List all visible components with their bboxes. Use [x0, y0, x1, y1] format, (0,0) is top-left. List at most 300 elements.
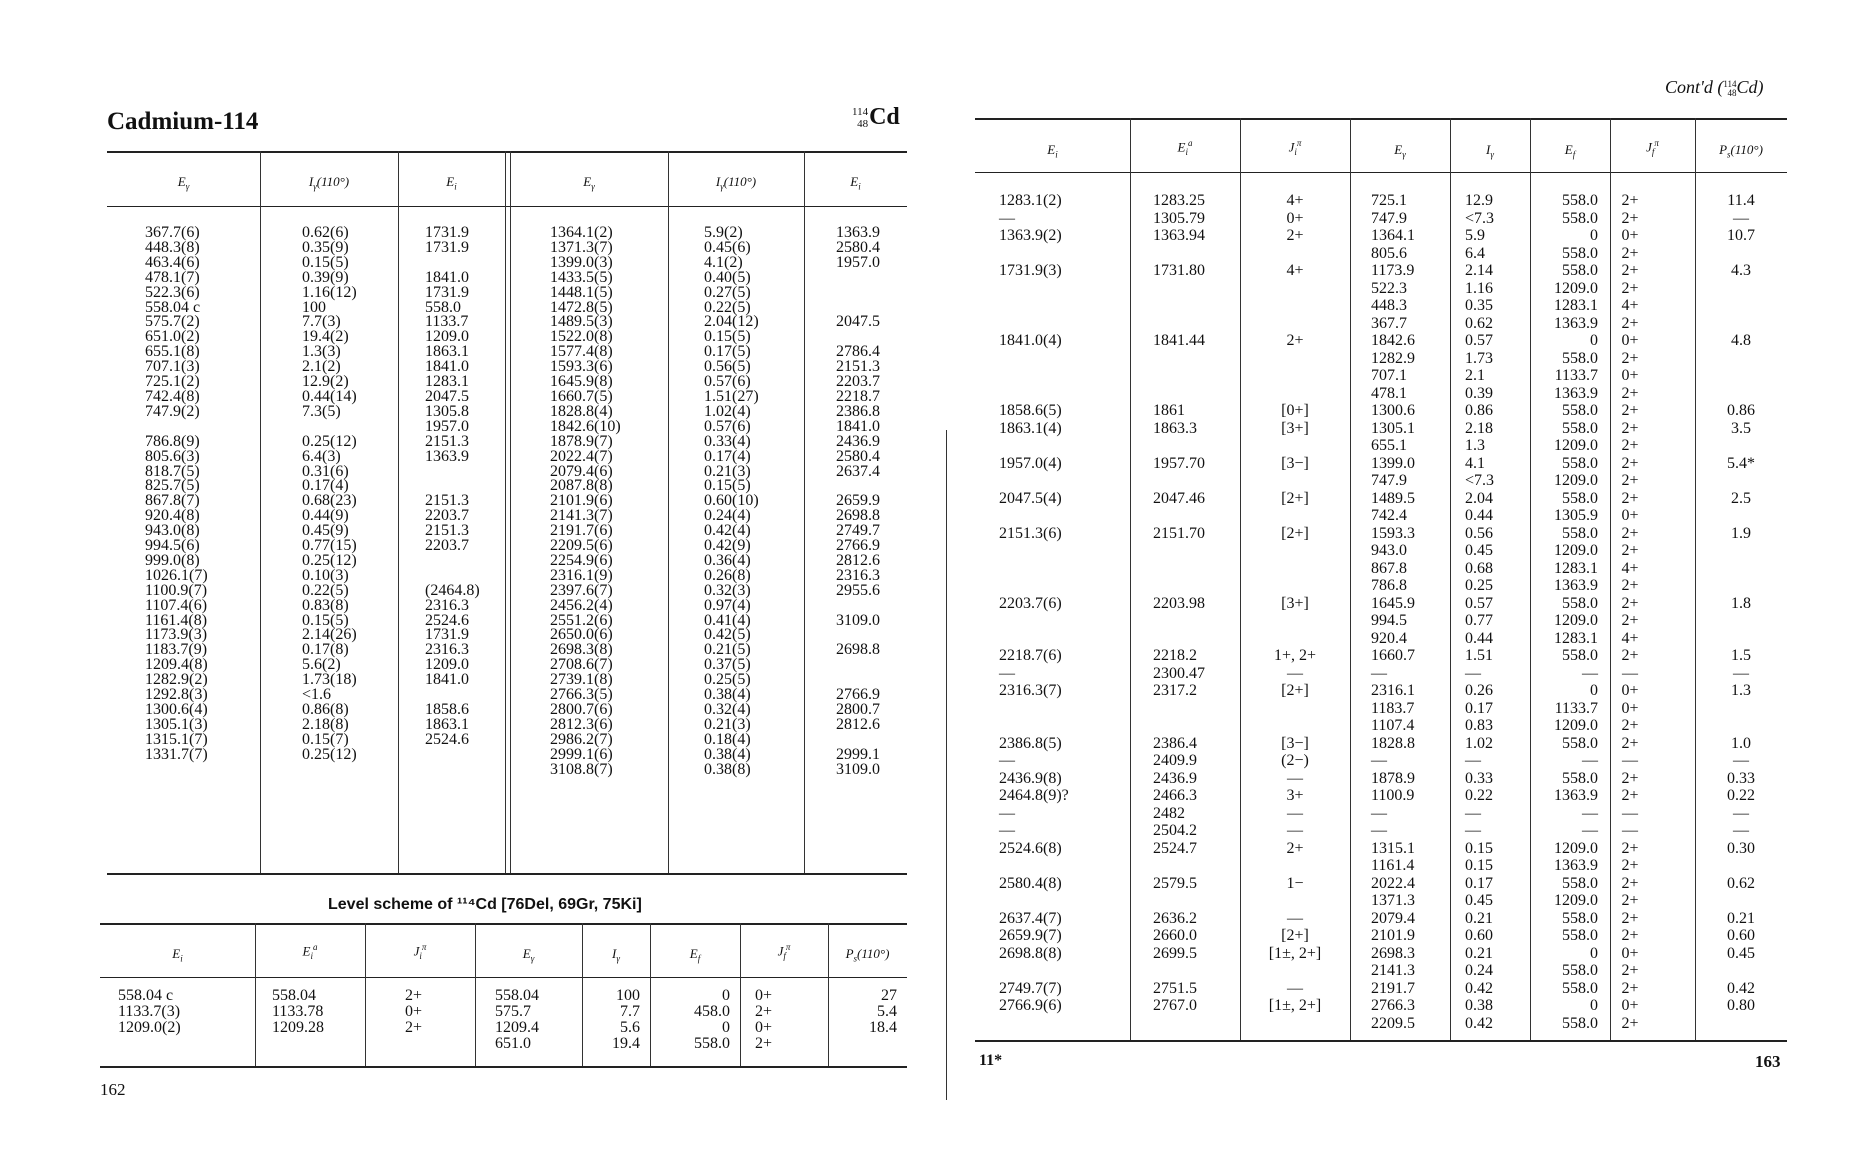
table-cell: [3+] — [1281, 594, 1309, 612]
table-cell: 2+ — [755, 1035, 773, 1052]
level-header-ef: $E_f$ — [689, 946, 701, 964]
table-cell: 2464.8(9)? — [999, 787, 1069, 804]
table-cell: 2698.8 — [836, 507, 880, 525]
header-jf: $J_f^\pi$ — [1646, 138, 1659, 157]
table-cell: 3108.8(7) — [550, 760, 613, 778]
table-cell: 2+ — [1621, 892, 1639, 909]
table-cell: 1841.44 — [1153, 332, 1205, 349]
table-cell: 0.83 — [1465, 717, 1493, 734]
level-header-ji: $J_i^\pi$ — [413, 942, 427, 961]
table-cell: 1593.3 — [1371, 524, 1415, 542]
ps-column — [1695, 192, 1787, 1032]
table-cell: 0.21 — [1465, 909, 1493, 927]
table-cell: 0.21 — [1727, 909, 1755, 927]
table-cell — [999, 315, 1069, 333]
table-cell: 0.22(5) — [302, 581, 349, 599]
table-cell: 0.15(5) — [704, 328, 751, 346]
table-cell: 2800.7 — [836, 701, 880, 718]
table-cell: 2151.3 — [425, 492, 469, 510]
table-cell: 1841.0 — [425, 358, 469, 376]
table-cell: 1731.9 — [425, 238, 469, 256]
table-cell: 2409.9 — [1153, 752, 1197, 769]
table-header-rule — [975, 172, 1787, 173]
table-cell — [999, 857, 1069, 875]
table-cell — [1240, 717, 1350, 735]
table-cell: 1645.9(8) — [550, 373, 613, 391]
table-cell: 575.7 — [495, 1003, 531, 1020]
table-cell — [999, 542, 1069, 560]
table-cell — [1695, 700, 1787, 718]
table-cell — [836, 286, 880, 301]
table-cell: 0.17(4) — [704, 447, 751, 465]
table-cell: 0.30 — [1727, 839, 1755, 857]
table-cell: — — [999, 209, 1015, 227]
table-cell: 2800.7(6) — [550, 701, 613, 718]
table-cell: 558.0 — [1562, 489, 1598, 507]
table-cell: 1841.0 — [425, 671, 469, 689]
table-cell: 2+ — [1621, 787, 1639, 804]
table-cell: 825.7(5) — [145, 477, 200, 495]
table-cell: 2+ — [1621, 542, 1639, 559]
table-cell — [1153, 437, 1205, 455]
table-cell: 1863.1 — [425, 343, 469, 361]
table-cell: 2580.4 — [836, 238, 880, 256]
table-cell — [1240, 280, 1350, 298]
table-cell: 2766.9(6) — [999, 997, 1062, 1014]
table-cell: 1209.0 — [1554, 612, 1598, 629]
table-cell: 1173.9 — [1371, 262, 1415, 279]
table-cell — [425, 554, 480, 569]
table-cell: 2+ — [1621, 209, 1639, 227]
table-cell: 1133.7 — [425, 313, 469, 331]
table-cell: 2+ — [1621, 489, 1639, 507]
table-cell: 0.22 — [1465, 787, 1493, 804]
table-cell: 5.9(2) — [704, 224, 743, 241]
table-cell: 0.60(10) — [704, 492, 759, 510]
table-cell: 1878.9 — [1371, 769, 1415, 787]
table-cell: 747.9 — [1371, 209, 1407, 227]
table-cell: 0.32(3) — [704, 581, 751, 599]
table-cell: 2698.8 — [836, 641, 880, 659]
table-cell: 1315.1(7) — [145, 730, 208, 748]
table-cell: 4.8 — [1731, 332, 1751, 349]
table-cell: 0.56 — [1465, 524, 1493, 542]
table-cell — [1240, 507, 1350, 525]
table-cell: — — [1371, 822, 1387, 839]
table-cell: 2580.4 — [836, 447, 880, 465]
table-cell: — — [1287, 769, 1303, 787]
table-cell — [1695, 507, 1787, 525]
table-cell — [1240, 472, 1350, 490]
table-cell: — — [1287, 979, 1303, 997]
table-cell: 1.8 — [1731, 594, 1751, 612]
table-cell: 1209.0(2) — [118, 1019, 181, 1036]
table-cell: 0.35(9) — [302, 238, 349, 256]
table-cell: 558.04 — [272, 987, 316, 1004]
table-cell: 1522.0(8) — [550, 328, 613, 346]
table-cell — [1695, 630, 1787, 648]
table-cell: 2022.4(7) — [550, 447, 613, 465]
table-cell: (2464.8) — [425, 581, 480, 599]
table-cell — [1695, 542, 1787, 560]
table-cell: 0.86 — [1465, 402, 1493, 419]
table-cell — [1153, 245, 1205, 263]
table-cell: 0+ — [1621, 944, 1639, 962]
table-cell: 0.36(4) — [704, 551, 751, 569]
table-cell: 0.62 — [1727, 874, 1755, 892]
table-cell — [1695, 560, 1787, 578]
table-cell: 0.26(8) — [704, 566, 751, 584]
table-cell: 5.6 — [620, 1019, 640, 1036]
table-cell: 0.44 — [1465, 629, 1493, 647]
header-ji: $J_i^\pi$ — [1288, 138, 1302, 157]
table-cell: 2.1(2) — [302, 358, 341, 376]
table-cell — [1153, 577, 1205, 595]
table-cell: — — [1582, 804, 1598, 822]
table-cell: 0+ — [1621, 367, 1639, 384]
table-cell: — — [1733, 822, 1749, 839]
table-cell: 2659.9(7) — [999, 927, 1062, 944]
table-cell: 707.1(3) — [145, 358, 200, 376]
table-cell: 2151.70 — [1153, 524, 1205, 542]
table-cell: 0.45(6) — [704, 238, 751, 256]
table-cell: 2+ — [1621, 979, 1639, 997]
table-cell: 6.4 — [1465, 244, 1485, 262]
table-cell: 2766.9 — [836, 686, 880, 704]
table-cell: 1861 — [1153, 402, 1185, 419]
table-cell: 2.04(12) — [704, 313, 759, 331]
table-cell: 805.6 — [1371, 244, 1407, 262]
table-cell: 742.4 — [1371, 507, 1407, 524]
table-cell: 7.7(3) — [302, 313, 341, 331]
table-cell: 448.3 — [1371, 297, 1407, 314]
table-cell: 2+ — [1621, 454, 1639, 472]
table-cell — [1153, 700, 1205, 718]
table-cell: 0.24(4) — [704, 507, 751, 525]
gamma-intensity-column — [704, 226, 759, 778]
table-cell: 2+ — [1621, 594, 1639, 612]
table-cell: 651.0 — [495, 1035, 531, 1052]
table-cell — [1695, 367, 1787, 385]
table-cell — [1695, 472, 1787, 490]
table-cell: 1363.9 — [1554, 857, 1598, 874]
table-cell: 522.3(6) — [145, 283, 200, 301]
table-cell: 558.0 — [1562, 909, 1598, 927]
table-cell: — — [1465, 804, 1481, 822]
table-cell: 0.18(4) — [704, 730, 751, 748]
table-cell: 558.0 — [694, 1035, 730, 1052]
table-cell: 2708.6(7) — [550, 656, 613, 674]
table-cell: 2+ — [1621, 1014, 1639, 1032]
table-cell — [1153, 1015, 1205, 1033]
table-cell: 2812.3(6) — [550, 715, 613, 733]
table-cell: 1300.6 — [1371, 402, 1415, 419]
table-cell: 0.27(5) — [704, 283, 751, 301]
table-cell: 5.4* — [1727, 454, 1755, 472]
table-cell: 558.0 — [1562, 1014, 1598, 1032]
table-cell: 2504.2 — [1153, 822, 1197, 839]
table-cell: 558.0 — [1562, 769, 1598, 787]
table-cell: 1363.9 — [1554, 787, 1598, 804]
table-cell: 558.0 — [1562, 874, 1598, 892]
table-cell — [999, 245, 1069, 263]
table-bottom-rule — [107, 873, 907, 875]
table-cell: 2524.7 — [1153, 839, 1197, 857]
table-cell: 1161.4(8) — [145, 611, 208, 629]
table-cell: 1863.3 — [1153, 419, 1197, 437]
initial-level-column — [999, 192, 1069, 1032]
table-cell: 1.02(4) — [704, 402, 751, 420]
col-divider — [828, 923, 829, 1066]
table-cell: 2316.3 — [425, 641, 469, 659]
table-cell: 1107.4 — [1371, 717, 1415, 734]
table-cell: 1209.0 — [425, 656, 469, 674]
table-cell: 1133.7 — [1554, 699, 1598, 717]
table-cell: 0.21(3) — [704, 462, 751, 480]
table-cell: 2316.1 — [1371, 682, 1415, 699]
table-cell: 2580.4(8) — [999, 874, 1062, 892]
table-cell: 2151.3 — [425, 522, 469, 540]
initial-level-column — [836, 226, 880, 778]
table-cell: 2482 — [1153, 804, 1185, 822]
level-header-ei: $E_i$ — [172, 946, 183, 964]
table-cell: [3−] — [1281, 454, 1309, 472]
table-cell: 0.26 — [1465, 682, 1493, 699]
nuclide-symbol: 114 48Cd — [852, 104, 900, 131]
table-cell: 2436.9 — [836, 432, 880, 450]
table-cell: 0.68(23) — [302, 492, 357, 510]
table-cell: 19.4 — [612, 1035, 640, 1052]
table-cell: 1448.1(5) — [550, 283, 613, 301]
table-cell: 0.32(4) — [704, 701, 751, 718]
table-cell: 2767.0 — [1153, 997, 1197, 1014]
table-cell: 1026.1(7) — [145, 566, 208, 584]
table-cell: 2660.0 — [1153, 927, 1197, 944]
table-cell: 1331.7(7) — [145, 745, 208, 763]
table-cell: 2+ — [1621, 647, 1639, 664]
table-cell: [2+] — [1281, 927, 1309, 944]
table-cell: 0.38(4) — [704, 745, 751, 763]
table-cell: <1.6 — [302, 686, 332, 704]
table-cell: 1.3 — [1465, 437, 1485, 454]
table-cell: 0 — [722, 1019, 730, 1036]
table-cell: 0.77(15) — [302, 537, 357, 555]
table-cell — [1240, 437, 1350, 455]
table-cell: 0.44(9) — [302, 507, 349, 525]
table-cell: 2+ — [1621, 734, 1639, 752]
table-cell: 0.42 — [1465, 979, 1493, 997]
table-cell: 0.44(14) — [302, 387, 357, 405]
table-bottom-rule — [975, 1040, 1787, 1042]
header-igamma: $I_\gamma(110^\circ)$ — [715, 174, 757, 192]
table-cell: 2+ — [1621, 857, 1639, 874]
table-cell: 2141.3 — [1371, 962, 1415, 979]
table-cell — [999, 507, 1069, 525]
table-cell: 4+ — [1286, 262, 1304, 279]
table-cell — [1695, 315, 1787, 333]
table-cell: 558.0 — [1562, 927, 1598, 944]
table-cell: 2047.5(4) — [999, 489, 1062, 507]
table-cell — [1240, 700, 1350, 718]
table-cell: 0 — [1590, 944, 1598, 962]
table-cell: 2699.5 — [1153, 944, 1197, 962]
table-cell: 458.0 — [694, 1003, 730, 1020]
table-cell: 2317.2 — [1153, 682, 1197, 699]
table-cell: 2218.7 — [836, 387, 880, 405]
table-cell: 0.83(8) — [302, 596, 349, 614]
table-cell: 18.4 — [869, 1019, 897, 1036]
level-header-egamma: $E_\gamma$ — [522, 946, 535, 964]
table-cell: 0.44 — [1465, 507, 1493, 524]
table-cell — [999, 962, 1069, 980]
table-cell: 4.3 — [1731, 262, 1751, 279]
table-cell: [2+] — [1281, 489, 1309, 507]
table-cell: 558.0 — [1562, 979, 1598, 997]
table-cell: 0 — [1590, 332, 1598, 349]
col-divider — [582, 923, 583, 1066]
table-cell: 1363.9 — [1554, 384, 1598, 402]
table-cell: 558.0 — [1562, 734, 1598, 752]
right-page — [975, 0, 1790, 1152]
level-header-eia: $E_i^a$ — [302, 942, 318, 961]
table-cell: — — [1733, 752, 1749, 769]
table-cell: 1828.8 — [1371, 734, 1415, 752]
table-cell: 2079.4 — [1371, 909, 1415, 927]
table-cell: — — [1287, 804, 1303, 822]
table-cell: 1364.1(2) — [550, 224, 613, 241]
table-cell: 2101.9(6) — [550, 492, 613, 510]
table-cell: 0.25(5) — [704, 671, 751, 689]
table-cell: 558.0 — [1562, 962, 1598, 979]
table-cell: 2.18 — [1465, 419, 1493, 437]
table-cell: 0.37(5) — [704, 656, 751, 674]
table-cell: 786.8(9) — [145, 432, 200, 450]
table-cell: 0.33 — [1465, 769, 1493, 787]
table-cell: 2397.6(7) — [550, 581, 613, 599]
table-cell: 558.0 — [1562, 647, 1598, 664]
table-cell: 1283.1 — [1554, 629, 1598, 647]
table-cell: — — [1622, 664, 1638, 682]
table-cell: 1957.0(4) — [999, 454, 1062, 472]
table-cell: — — [1582, 752, 1598, 769]
table-cell: 2+ — [1621, 419, 1639, 437]
table-cell: 10.7 — [1727, 227, 1755, 244]
table-cell: 2999.1 — [836, 745, 880, 763]
table-cell: 2203.7 — [425, 537, 469, 555]
col-divider — [475, 923, 476, 1066]
table-cell: 7.3(5) — [302, 402, 341, 420]
table-cell: <7.3 — [1465, 472, 1495, 489]
table-cell — [999, 560, 1069, 578]
table-cell: 867.8 — [1371, 559, 1407, 577]
table-cell: 575.7(2) — [145, 313, 200, 331]
table-cell: 0.17 — [1465, 699, 1493, 717]
table-cell: 0.17(8) — [302, 641, 349, 659]
table-cell: 1− — [1286, 874, 1304, 892]
table-cell: 448.3(8) — [145, 238, 200, 256]
table-cell: 0.25(12) — [302, 432, 357, 450]
table-cell: 2151.3(6) — [999, 524, 1062, 542]
table-cell: 2986.2(7) — [550, 730, 613, 748]
table-cell: (2−) — [1281, 752, 1309, 769]
table-cell — [1240, 385, 1350, 403]
table-cell: 2+ — [1621, 262, 1639, 279]
table-cell: 2766.9 — [836, 537, 880, 555]
table-cell: 943.0 — [1371, 542, 1407, 559]
table-cell: 1183.7 — [1371, 699, 1415, 717]
table-cell — [425, 748, 480, 763]
table-cell: 1292.8(3) — [145, 686, 208, 704]
table-cell: 1209.0 — [1554, 542, 1598, 559]
table-cell: 2+ — [1621, 769, 1639, 787]
table-cell: 2456.2(4) — [550, 596, 613, 614]
col-divider — [1350, 118, 1351, 1040]
table-cell — [1153, 892, 1205, 910]
table-cell: 11.4 — [1727, 192, 1755, 209]
table-cell: 2+ — [1621, 962, 1639, 979]
table-cell: 1489.5(3) — [550, 313, 613, 331]
table-cell: 786.8 — [1371, 577, 1407, 594]
table-cell: 1593.3(6) — [550, 358, 613, 376]
table-cell: 2+ — [1621, 437, 1639, 454]
table-cell — [1695, 280, 1787, 298]
table-cell — [1153, 560, 1205, 578]
table-cell: 0.42(5) — [704, 626, 751, 644]
table-cell: 2.14(26) — [302, 626, 357, 644]
table-cell: 1209.0 — [1554, 472, 1598, 489]
table-cell — [1695, 297, 1787, 315]
table-cell: 2209.5(6) — [550, 537, 613, 555]
gamma-energy-column — [145, 226, 208, 763]
table-cell: 2579.5 — [1153, 874, 1197, 892]
table-cell: [1±, 2+] — [1268, 997, 1322, 1014]
table-cell: 1305.1(3) — [145, 715, 208, 733]
table-cell — [1240, 857, 1350, 875]
table-cell: 100 — [302, 298, 326, 316]
table-cell: 0.38 — [1465, 997, 1493, 1014]
table-cell: 2751.5 — [1153, 979, 1197, 997]
table-cell — [999, 280, 1069, 298]
table-cell — [1695, 1015, 1787, 1033]
table-cell: 0.33 — [1727, 769, 1755, 787]
table-cell: 1577.4(8) — [550, 343, 613, 361]
table-cell — [999, 700, 1069, 718]
table-cell: 2151.3 — [836, 358, 880, 376]
table-cell — [1153, 612, 1205, 630]
table-cell: — — [1371, 664, 1387, 682]
table-cell: 2+ — [405, 987, 423, 1004]
table-cell: — — [1622, 804, 1638, 822]
table-cell: 19.4(2) — [302, 328, 349, 346]
table-cell: 4+ — [1621, 629, 1639, 647]
page-number: 162 — [100, 1080, 126, 1099]
table-cell — [1240, 297, 1350, 315]
table-cell: 0.21 — [1465, 944, 1493, 962]
table-cell: 920.4 — [1371, 629, 1407, 647]
table-cell: 3.5 — [1731, 419, 1751, 437]
level-header-rule — [100, 977, 907, 978]
table-cell: 747.9(2) — [145, 402, 200, 420]
table-cell: [2+] — [1281, 524, 1309, 542]
table-cell: [0+] — [1281, 402, 1309, 419]
table-cell: 0.15 — [1465, 839, 1493, 857]
table-cell — [1695, 437, 1787, 455]
header-egamma: $E_\gamma$ — [177, 174, 190, 192]
header-igamma: $I_\gamma(110^\circ)$ — [308, 174, 350, 192]
table-cell: 4.1(2) — [704, 253, 743, 271]
table-cell: 2047.46 — [1153, 489, 1205, 507]
header-ps: $P_s(110^\circ)$ — [1719, 142, 1763, 160]
